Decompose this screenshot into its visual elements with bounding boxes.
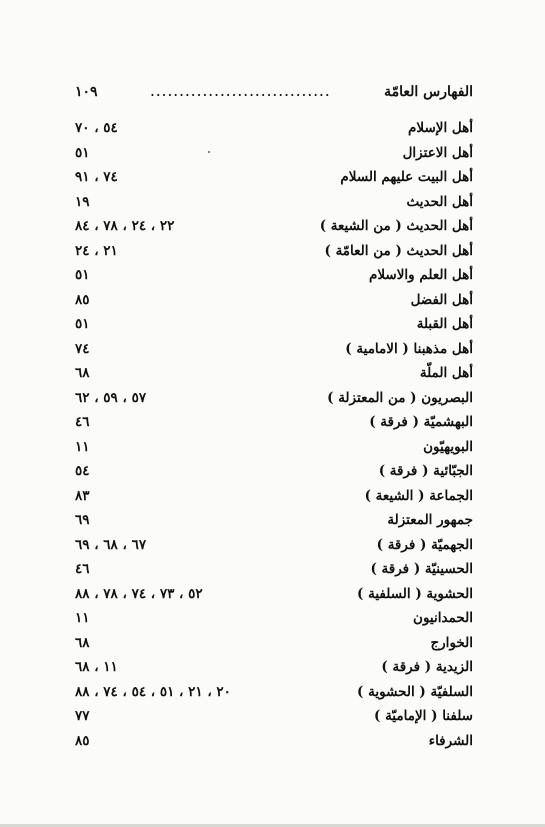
index-page-refs: ٨٣ — [75, 487, 90, 504]
index-term: أهل البيت عليهم السلام — [340, 169, 473, 186]
index-term: السلفيّة ( الحشوية ) — [357, 683, 473, 700]
index-page-refs: ٥٢ ، ٧٣ ، ٧٤ ، ٧٨ ، ٨٨ — [75, 585, 203, 602]
page-number: ١٠٩ — [75, 84, 98, 100]
index-term: الخوارج — [430, 634, 473, 651]
index-page-refs: ٢٢ ، ٢٤ ، ٧٨ ، ٨٤ — [75, 218, 175, 235]
index-page-refs: ٧٧ — [75, 708, 90, 725]
index-page-refs: ٢١ ، ٢٤ — [75, 242, 118, 259]
index-entry — [75, 484, 473, 509]
index-term: الحشوية ( السلفية ) — [357, 585, 473, 602]
index-page-refs: ٥٤ ، ٧٠ — [75, 120, 118, 137]
index-page-refs: ٧٤ — [75, 340, 90, 357]
index-term: الحمدانيون — [413, 610, 473, 627]
index-term: الجماعة ( الشيعة ) — [364, 487, 473, 504]
index-term: جمهور المعتزلة — [387, 512, 473, 529]
index-term: الجبّائية ( فرقة ) — [378, 463, 473, 480]
index-page-refs: ٦٩ — [75, 512, 90, 529]
index-entry — [75, 435, 473, 460]
index-page-refs: ٥١ — [75, 144, 90, 161]
index-term: أهل الحديث ( من الشيعة ) — [319, 218, 473, 235]
index-entry — [75, 361, 473, 386]
index-entry — [75, 337, 473, 362]
index-term: الزيدية ( فرقة ) — [381, 659, 473, 676]
index-page-refs: ١١ — [75, 438, 90, 455]
index-page-refs: ٧٤ ، ٩١ — [75, 169, 118, 186]
index-page-refs: ٦٧ ، ٦٨ ، ٦٩ — [75, 536, 147, 553]
index-page-refs: ٢٠ ، ٢١ ، ٥١ ، ٥٤ ، ٧٤ ، ٨٨ — [75, 683, 231, 700]
header-dot-leader: ............................... — [150, 85, 332, 99]
index-term: أهل مذهبنا ( الامامية ) — [345, 340, 473, 357]
index-entry — [75, 141, 473, 166]
index-term: أهل الإسلام — [408, 120, 473, 137]
index-page-refs: ١٩ — [75, 193, 90, 210]
index-entry — [75, 165, 473, 190]
index-term: البهشميّة ( فرقة ) — [369, 414, 473, 431]
index-term: أهل الحديث ( من العامّة ) — [324, 242, 473, 259]
index-term: الحسينيّة ( فرقة ) — [370, 561, 473, 578]
index-entry — [75, 533, 473, 558]
index-page-refs: ١١ ، ٦٨ — [75, 659, 118, 676]
index-entry-list — [75, 116, 473, 753]
running-header — [75, 80, 473, 104]
index-entry — [75, 116, 473, 141]
index-term: الجهميّة ( فرقة ) — [376, 536, 473, 553]
index-entry — [75, 410, 473, 435]
index-term: الشرفاء — [428, 732, 473, 749]
index-entry — [75, 288, 473, 313]
index-entry — [75, 459, 473, 484]
index-term: أهل الملّة — [419, 365, 473, 382]
index-term: أهل الاعتزال — [402, 144, 473, 161]
index-page-refs: ٨٥ — [75, 732, 90, 749]
index-term: أهل الحديث — [406, 193, 473, 210]
index-term: أهل القبلة — [416, 316, 473, 333]
header-title: الفهارس العامّة — [384, 84, 473, 100]
index-entry — [75, 386, 473, 411]
index-term: البصريون ( من المعتزلة ) — [327, 389, 473, 406]
index-page-refs: ٦٨ — [75, 634, 90, 651]
index-entry — [75, 214, 473, 239]
index-page-refs: ٤٦ — [75, 561, 90, 578]
index-entry — [75, 263, 473, 288]
index-entry — [75, 631, 473, 656]
index-term: سلفنا ( الإماميّة ) — [373, 708, 473, 725]
index-page-refs: ٥١ — [75, 316, 90, 333]
index-term: البويهيّون — [423, 438, 473, 455]
index-entry — [75, 557, 473, 582]
index-page-refs: ٥٧ ، ٥٩ ، ٦٢ — [75, 389, 147, 406]
index-entry — [75, 508, 473, 533]
index-page-refs: ٦٨ — [75, 365, 90, 382]
index-entry — [75, 606, 473, 631]
index-page-refs: ١١ — [75, 610, 90, 627]
index-page-refs: ٥٤ — [75, 463, 90, 480]
index-entry — [75, 729, 473, 754]
index-entry — [75, 655, 473, 680]
index-page-refs: ٨٥ — [75, 291, 90, 308]
index-page-refs: ٥١ — [75, 267, 90, 284]
print-speck — [208, 151, 210, 153]
index-entry — [75, 582, 473, 607]
index-entry — [75, 239, 473, 264]
index-entry — [75, 312, 473, 337]
index-entry — [75, 190, 473, 215]
index-term: أهل العلم والاسلام — [368, 267, 473, 284]
index-term: أهل الفضل — [410, 291, 473, 308]
index-entry — [75, 704, 473, 729]
index-entry — [75, 680, 473, 705]
index-page-refs: ٤٦ — [75, 414, 90, 431]
